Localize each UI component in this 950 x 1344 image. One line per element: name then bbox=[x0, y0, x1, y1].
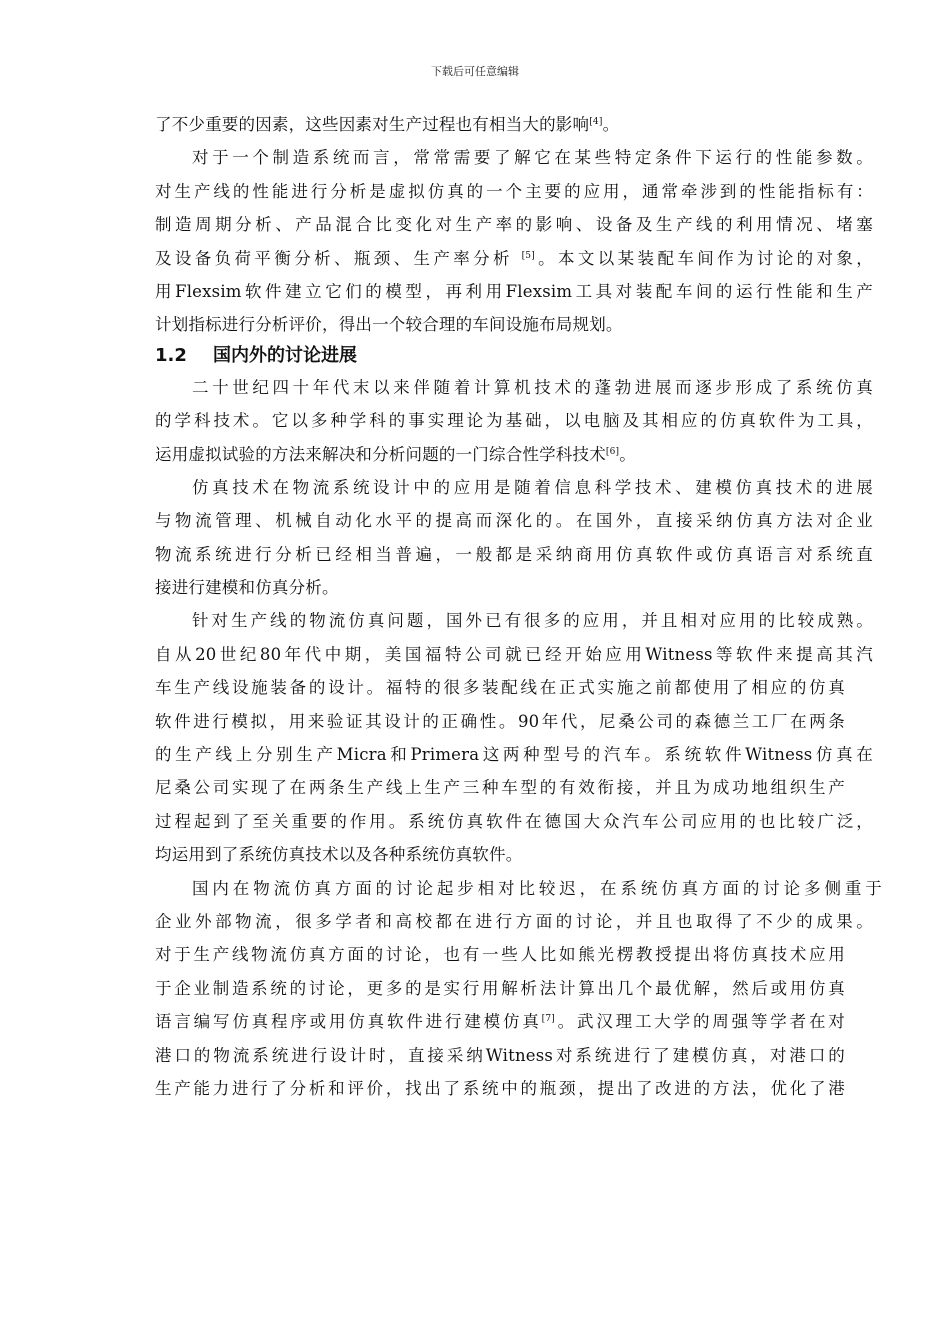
document-body bbox=[155, 108, 882, 1105]
line-text: 生产能力进行了分析和评价，找出了系统中的瓶颈，提出了改进的方法，优化了港 bbox=[155, 1078, 845, 1098]
line-text-after: 。武汉理工大学的周强等学者在对 bbox=[555, 1012, 846, 1032]
line-text: 港口的物流系统进行设计时，直接采纳Witness对系统进行了建模仿真，对港口的 bbox=[155, 1045, 845, 1065]
line-text: 车生产线设施装备的设计。福特的很多装配线在正式实施之前都使用了相应的仿真 bbox=[155, 678, 845, 698]
line-text: 的生产线上分别生产Micra和Primera这两种型号的汽车。系统软件Witness仿真在 bbox=[155, 745, 873, 765]
line-text-after: 。本文以某装配车间作为讨论的对象， bbox=[534, 248, 873, 268]
text-line bbox=[155, 972, 845, 1005]
line-text: 过程起到了至关重要的作用。系统仿真软件在德国大众汽车公司应用的也比较广泛， bbox=[155, 811, 873, 831]
line-text: 针对生产线的物流仿真问题，国外已有很多的应用，并且相对应用的比较成熟。 bbox=[192, 611, 873, 631]
text-line bbox=[155, 371, 873, 404]
text-line bbox=[155, 604, 873, 637]
paragraph bbox=[155, 108, 873, 141]
line-text: 对于一个制造系统而言，常常需要了解它在某些特定条件下运行的性能参数。 bbox=[192, 148, 873, 168]
line-text: 国内在物流仿真方面的讨论起步相对比较迟，在系统仿真方面的讨论多侧重于 bbox=[192, 878, 882, 898]
text-line bbox=[155, 208, 873, 241]
line-text: 的学科技术。它以多种学科的事实理论为基础，以电脑及其相应的仿真软件为工具， bbox=[155, 411, 873, 431]
line-text: 及设备负荷平衡分析、瓶颈、生产率分析 bbox=[155, 248, 522, 268]
section-heading bbox=[155, 342, 873, 370]
line-text: 语言编写仿真程序或用仿真软件进行建模仿真 bbox=[155, 1012, 542, 1032]
text-line bbox=[155, 404, 873, 437]
text-line bbox=[155, 638, 873, 671]
text-line bbox=[155, 738, 873, 771]
line-text: 用Flexsim软件建立它们的模型，再利用Flexsim工具对装配车间的运行性能和生产 bbox=[155, 281, 873, 301]
line-text: 与物流管理、机械自动化水平的提高而深化的。在国外，直接采纳仿真方法对企业 bbox=[155, 511, 873, 531]
text-line bbox=[155, 771, 845, 804]
text-line bbox=[155, 938, 845, 971]
text-line bbox=[155, 838, 873, 871]
line-text: 于企业制造系统的讨论，更多的是实行用解析法计算出几个最优解，然后或用仿真 bbox=[155, 978, 845, 998]
line-text-after: 。 bbox=[619, 444, 636, 464]
citation-ref: [6] bbox=[605, 446, 620, 457]
text-line bbox=[155, 1039, 845, 1072]
citation-ref: [5] bbox=[521, 250, 535, 261]
line-text: 对于生产线物流仿真方面的讨论，也有一些人比如熊光楞教授提出将仿真技术应用 bbox=[155, 945, 845, 965]
line-text: 了不少重要的因素，这些因素对生产过程也有相当大的影响 bbox=[155, 115, 590, 134]
text-line bbox=[155, 308, 873, 341]
line-text: 对生产线的性能进行分析是虚拟仿真的一个主要的应用，通常牵涉到的性能指标有： bbox=[155, 181, 873, 201]
text-line bbox=[155, 1072, 845, 1105]
line-text-after: 。 bbox=[602, 115, 620, 134]
line-text: 计划指标进行分析评价，得出一个较合理的车间设施布局规划。 bbox=[155, 315, 623, 335]
paragraph bbox=[155, 471, 873, 605]
section-number: 1.2 bbox=[155, 344, 187, 366]
text-line bbox=[155, 504, 873, 537]
line-text: 接进行建模和仿真分析。 bbox=[155, 578, 339, 598]
text-line bbox=[155, 872, 882, 905]
line-text: 企业外部物流，很多学者和高校都在进行方面的讨论，并且也取得了不少的成果。 bbox=[155, 911, 873, 931]
text-line bbox=[155, 805, 873, 838]
line-text: 均运用到了系统仿真技术以及各种系统仿真软件。 bbox=[155, 845, 523, 865]
text-line bbox=[155, 571, 873, 604]
text-line bbox=[155, 141, 873, 174]
text-line bbox=[155, 471, 873, 504]
paragraph bbox=[155, 604, 873, 871]
line-text: 软件进行模拟，用来验证其设计的正确性。90年代，尼桑公司的森德兰工厂在两条 bbox=[155, 711, 845, 731]
text-line bbox=[155, 108, 873, 141]
text-line bbox=[155, 438, 873, 471]
section-title: 国内外的讨论进展 bbox=[213, 344, 357, 366]
text-line bbox=[155, 275, 873, 308]
text-line bbox=[155, 175, 873, 208]
line-text: 自从20世纪80年代中期，美国福特公司就已经开始应用Witness等软件来提高其汽 bbox=[155, 644, 873, 664]
citation-ref: [7] bbox=[541, 1014, 556, 1025]
text-line bbox=[155, 538, 873, 571]
line-text: 仿真技术在物流系统设计中的应用是随着信息科学技术、建模仿真技术的进展 bbox=[192, 477, 873, 497]
line-text: 二十世纪四十年代末以来伴随着计算机技术的蓬勃进展而逐步形成了系统仿真 bbox=[192, 377, 873, 397]
page-header: 下载后可任意编辑 bbox=[431, 65, 519, 78]
text-line bbox=[155, 1005, 845, 1038]
paragraph bbox=[155, 872, 882, 1106]
text-line bbox=[155, 905, 873, 938]
line-text: 尼桑公司实现了在两条生产线上生产三种车型的有效衔接，并且为成功地组织生产 bbox=[155, 778, 845, 798]
line-text: 物流系统进行分析已经相当普遍，一般都是采纳商用仿真软件或仿真语言对系统直 bbox=[155, 544, 873, 564]
text-line bbox=[155, 671, 845, 704]
citation-ref: [4] bbox=[589, 117, 603, 127]
text-line bbox=[155, 705, 845, 738]
text-line bbox=[155, 242, 873, 275]
line-text: 制造周期分析、产品混合比变化对生产率的影响、设备及生产线的利用情况、堵塞 bbox=[155, 215, 873, 235]
paragraph bbox=[155, 371, 873, 471]
line-text: 运用虚拟试验的方法来解决和分析问题的一门综合性学科技术 bbox=[155, 444, 606, 464]
paragraph bbox=[155, 141, 873, 341]
